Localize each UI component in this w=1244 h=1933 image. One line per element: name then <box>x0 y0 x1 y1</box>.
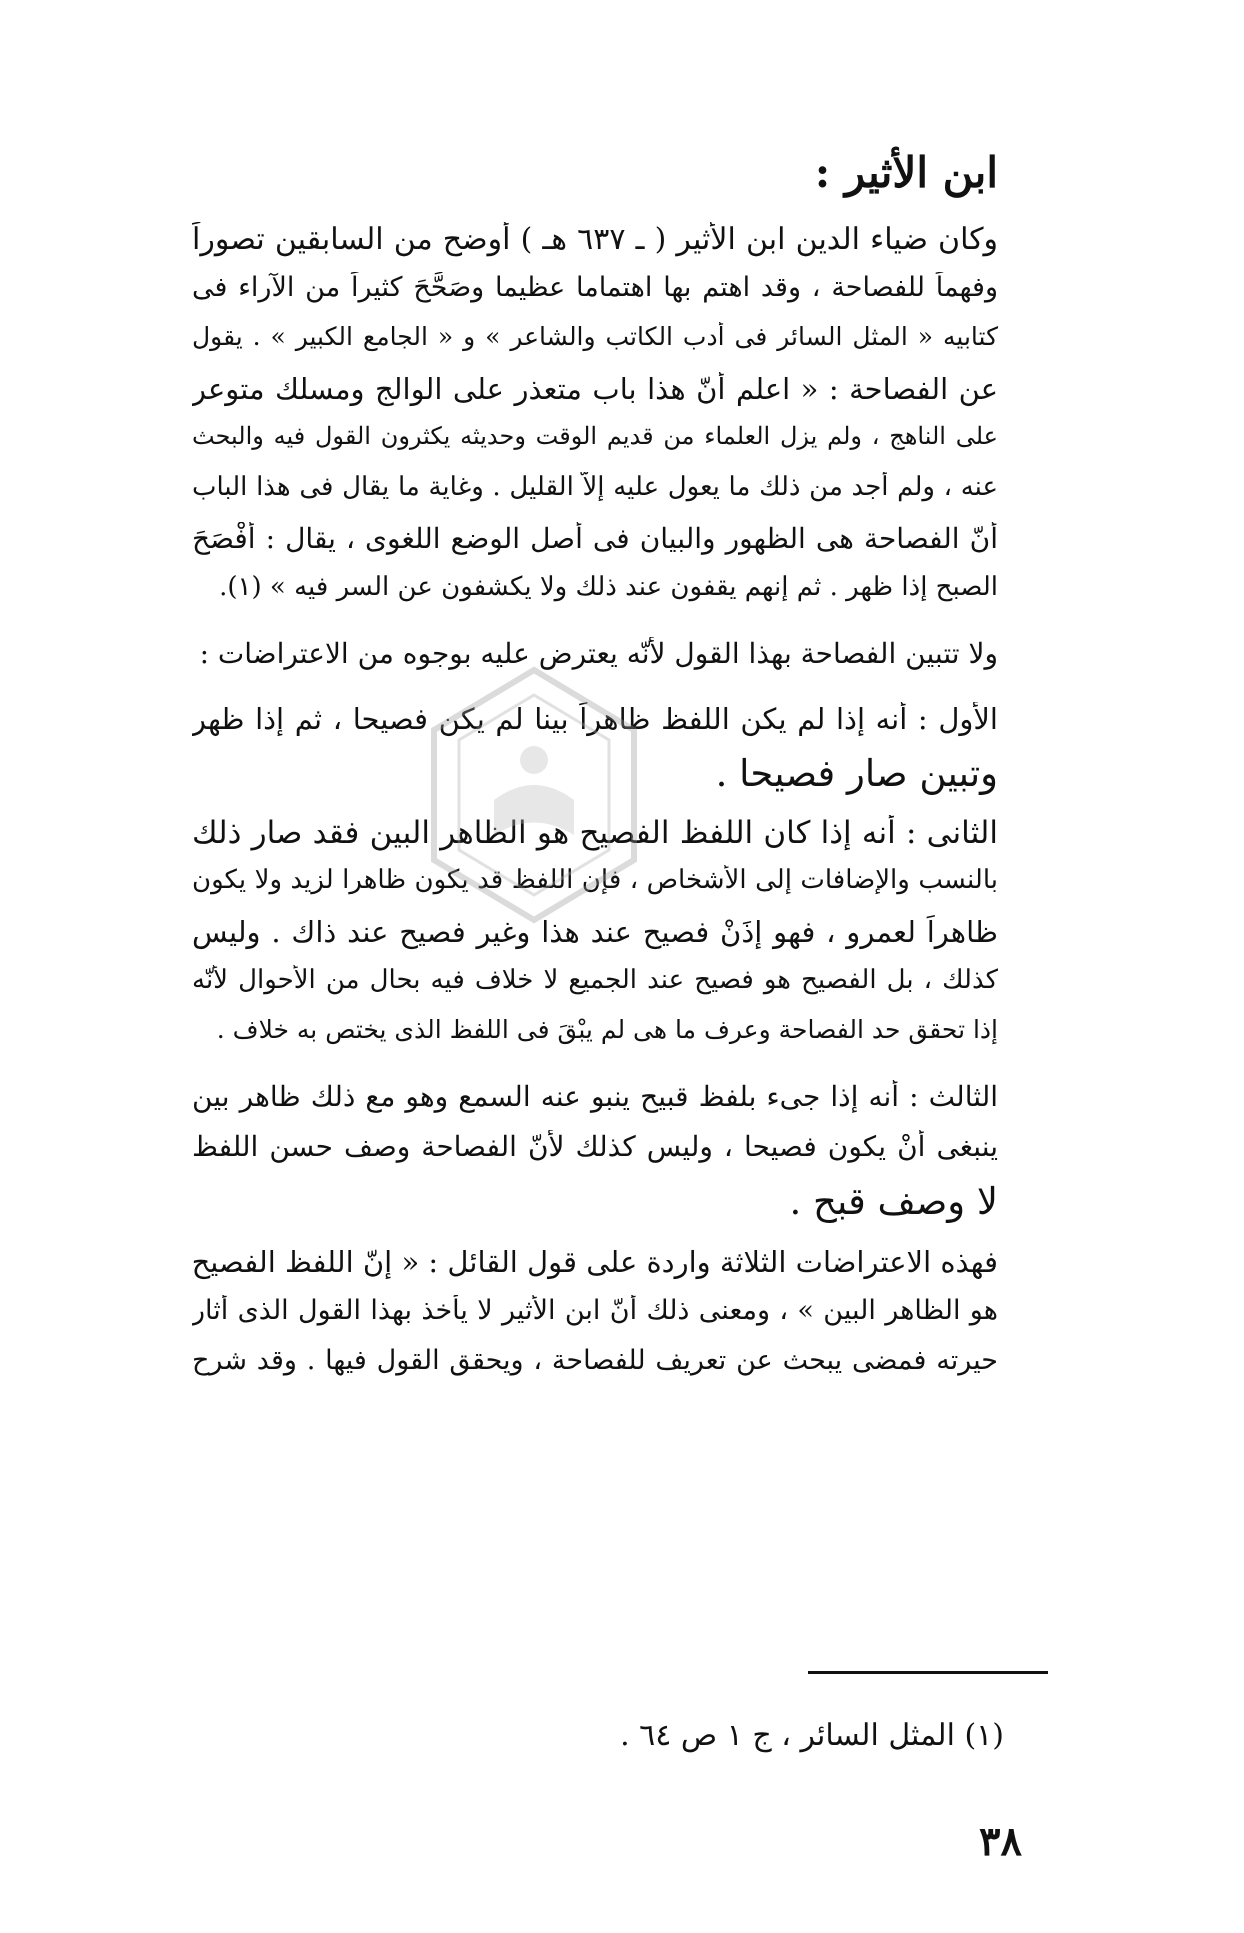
page-number: ٣٨ <box>979 1818 1022 1865</box>
text-line: ظاهراً لعمرو ، فهو إذَنْ فصيح عند هذا وغير فصيح عند ذاك . وليس <box>192 915 998 949</box>
section-heading: ابن الأثير : <box>814 148 998 197</box>
text-line: عن الفصاحة : « اعلم أنّ هذا باب متعذر على الوالج ومسلك متوعر <box>192 372 998 406</box>
text-line: إذا تحقق حد الفصاحة وعرف ما هى لم يبْقَ فى اللفظ الذى يختص به خلاف . <box>216 1015 998 1044</box>
text-line: لا وصف قبح . <box>789 1180 998 1223</box>
text-line: فهذه الاعتراضات الثلاثة واردة على قول القائل : « إنّ اللفظ الفصيح <box>192 1245 998 1279</box>
text-line: هو الظاهر البين » ، ومعنى ذلك أنّ ابن الأثير لا يأخذ بهذا القول الذى أثار <box>192 1295 998 1326</box>
text-line: الثانى : أنه إذا كان اللفظ الفصيح هو الظاهر البين فقد صار ذلك <box>192 815 998 851</box>
footnote: (١) المثل السائر ، ج ١ ص ٦٤ . <box>620 1718 1004 1753</box>
text-line: أنّ الفصاحة هى الظهور والبيان فى أصل الوضع اللغوى ، يقال : أفْصَحَ <box>192 522 998 555</box>
text-line: وتبين صار فصيحا . <box>715 752 998 795</box>
text-line: الأول : أنه إذا لم يكن اللفظ ظاهراً بينا لم يكن فصيحا ، ثم إذا ظهر <box>192 702 998 736</box>
text-line: على الناهج ، ولم يزل العلماء من قديم الوقت وحديثه يكثرون القول فيه والبحث <box>192 422 998 450</box>
text-line: حيرته فمضى يبحث عن تعريف للفصاحة ، ويحقق القول فيها . وقد شرح <box>192 1345 998 1376</box>
text-line: ولا تتبين الفصاحة بهذا القول لأنّه يعترض عليه بوجوه من الاعتراضات : <box>199 637 998 670</box>
text-line: وفهماً للفصاحة ، وقد اهتم بها اهتماما عظيما وصَحَّحَ كثيراً من الآراء فى <box>192 272 998 303</box>
text-line: الثالث : أنه إذا جىء بلفظ قبيح ينبو عنه السمع وهو مع ذلك ظاهر بين <box>192 1080 998 1113</box>
text-line: وكان ضياء الدين ابن الأثير ( ـ ٦٣٧ هـ ) أوضح من السابقين تصوراً <box>192 222 998 257</box>
text-line: كذلك ، بل الفصيح هو فصيح عند الجميع لا خلاف فيه بحال من الأحوال لأنّه <box>192 965 998 995</box>
text-line: كتابيه « المثل السائر فى أدب الكاتب والشاعر » و « الجامع الكبير » . يقول <box>192 322 998 351</box>
text-line: ينبغى أنْ يكون فصيحا ، وليس كذلك لأنّ الفصاحة وصف حسن اللفظ <box>192 1130 998 1163</box>
footnote-divider <box>808 1671 1048 1674</box>
text-line: الصبح إذا ظهر . ثم إنهم يقفون عند ذلك ولا يكشفون عن السر فيه » (١). <box>219 572 998 602</box>
text-line: عنه ، ولم أجد من ذلك ما يعول عليه إلاّ القليل . وغاية ما يقال فى هذا الباب <box>192 472 998 502</box>
text-line: بالنسب والإضافات إلى الأشخاص ، فإن اللفظ قد يكون ظاهرا لزيد ولا يكون <box>192 865 998 895</box>
